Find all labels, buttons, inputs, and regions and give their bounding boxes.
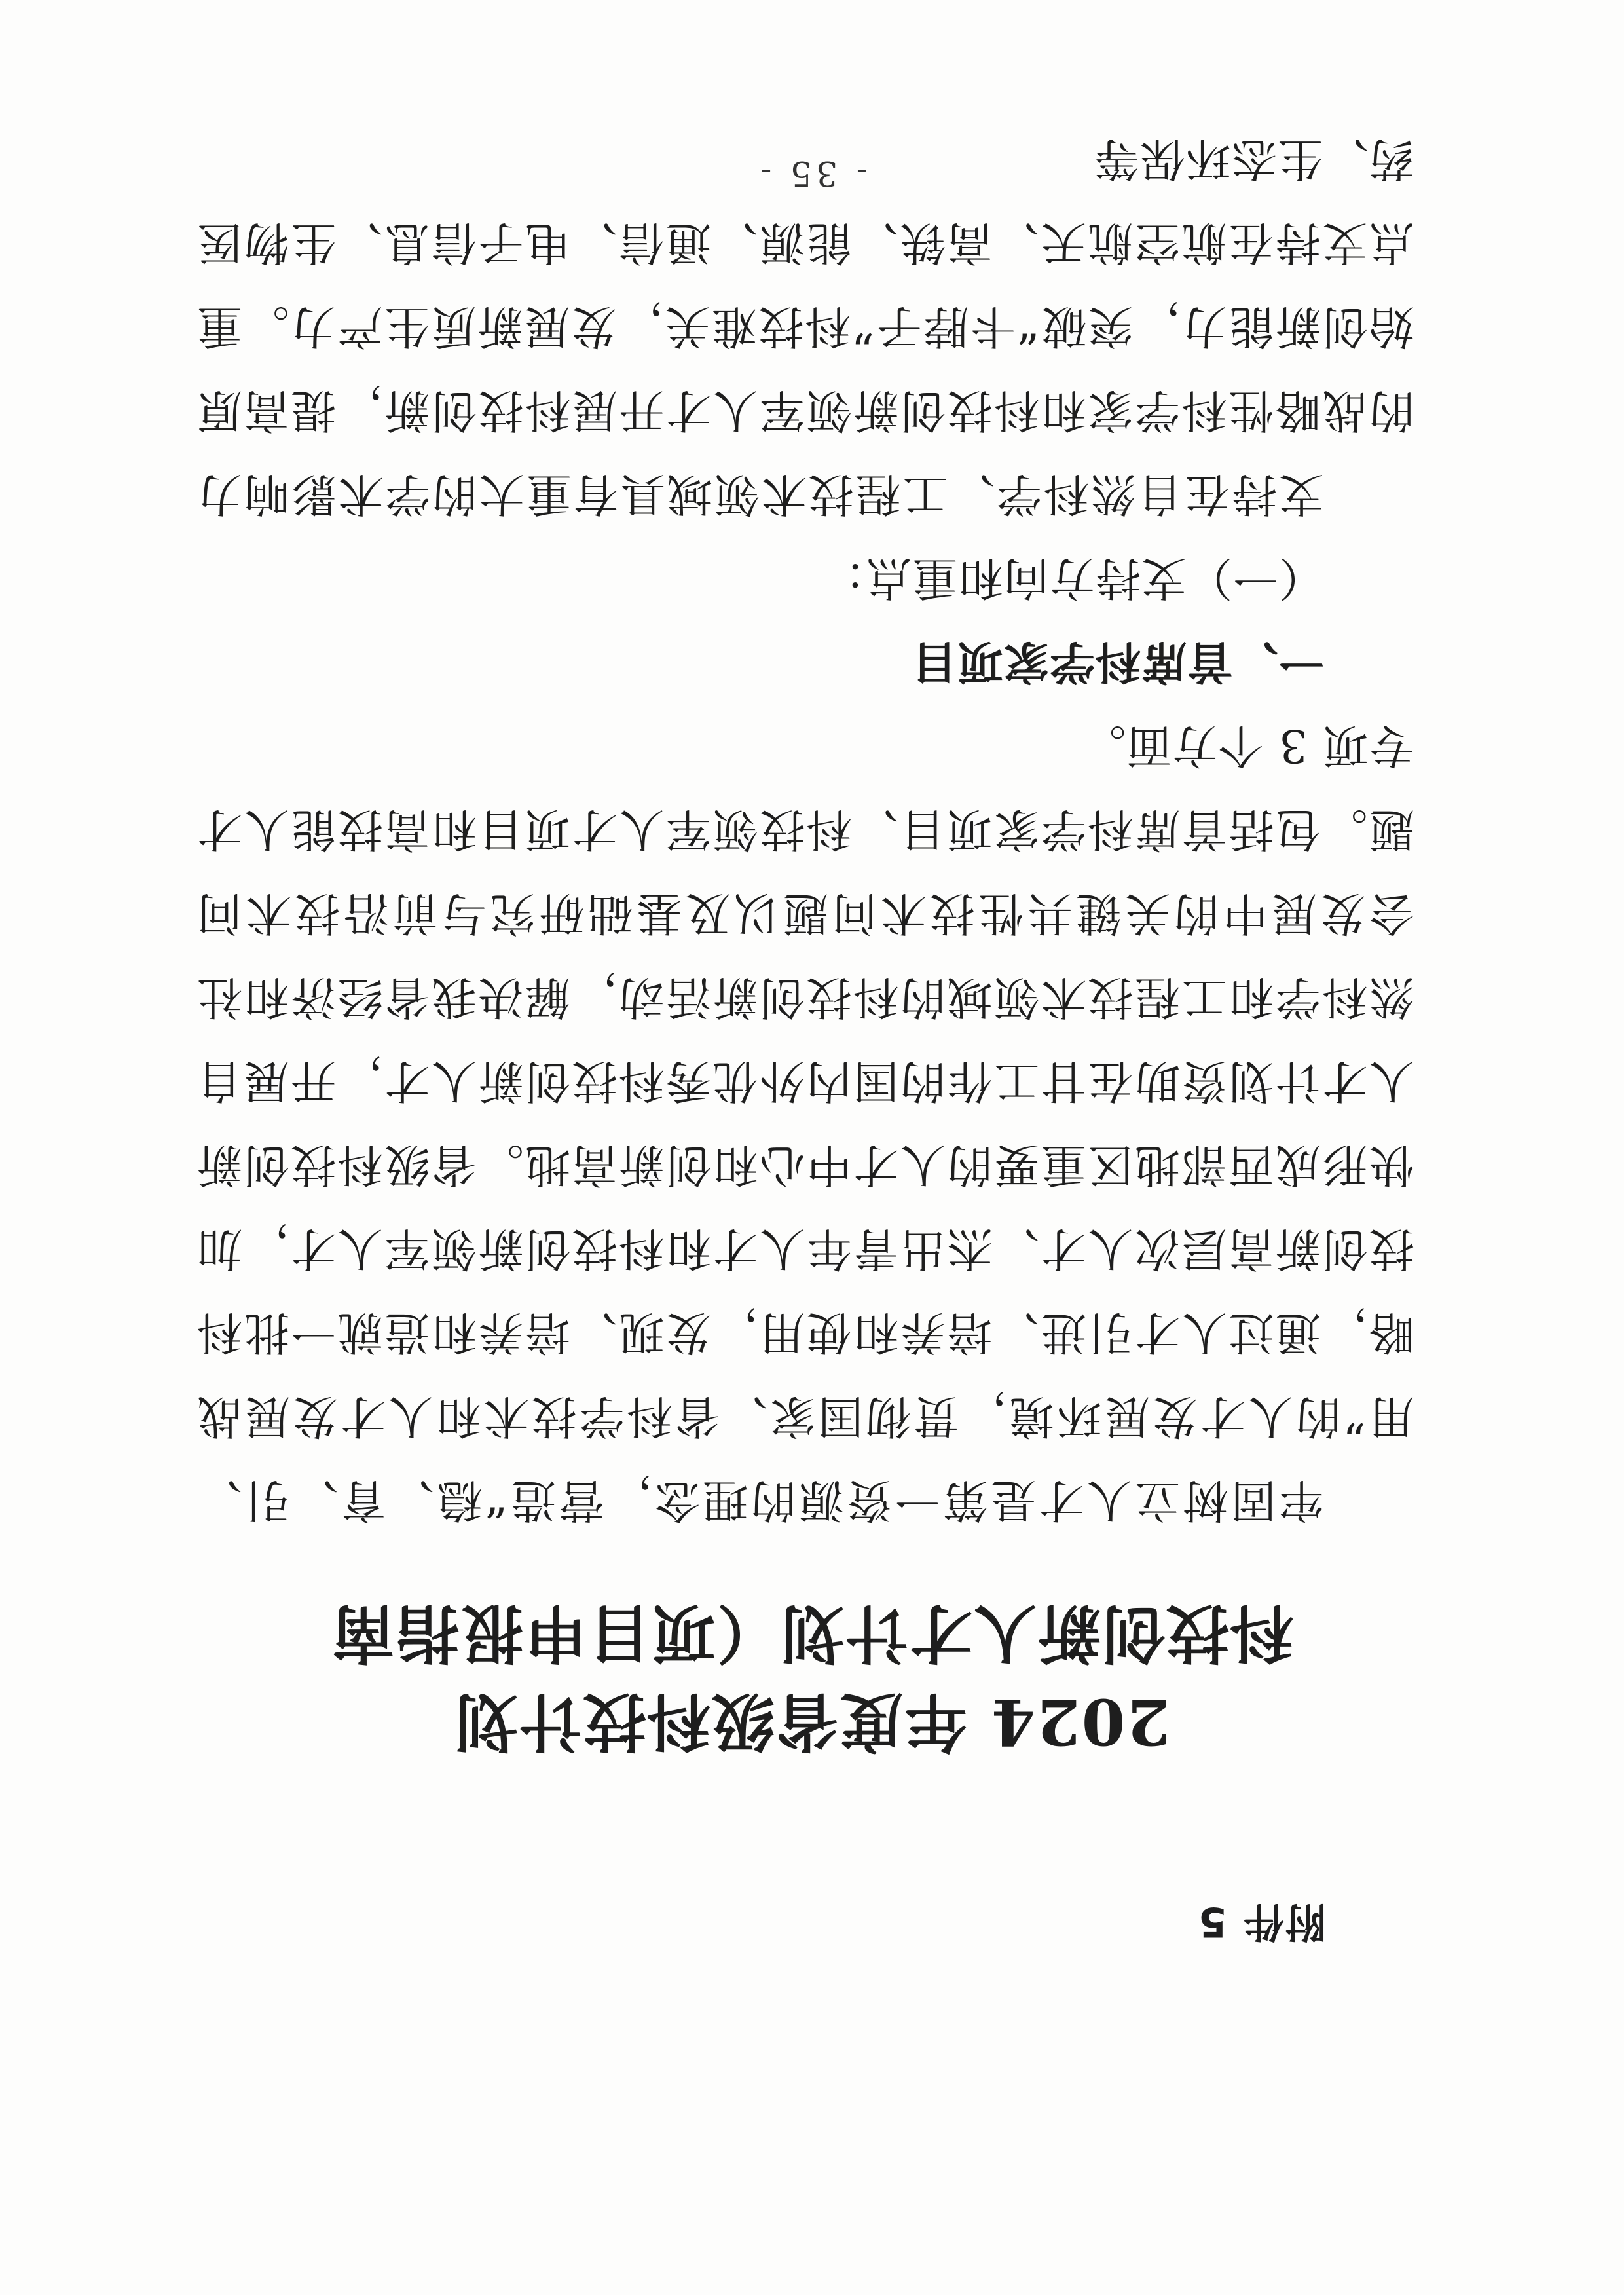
section-1-heading: 一、首席科学家项目 xyxy=(912,635,1324,688)
page-number: - 35 - xyxy=(756,153,868,193)
document-title-line-2: 科技创新人才计划（项目申报指南 xyxy=(331,1596,1293,1670)
intro-paragraph: 牢固树立人才是第一资源的理念，营造“稳、育、引、用”的人才发展环境，贯彻国家、省科学技术和人才发展战略，通过人才引进、培养和使用，发现、培养和造就一批科技创新高层次人才、杰出青年人才和科技创新领军人才，加快形成西部地区重要的人才中心和创新高地。省级科技创新人才计划资助在甘工作的国内外优秀科技创新人才，开展自然科学和工程技术领域的科技创新活动，解决我省经济和社会发展中的关键共性技术问题以及基础研究与前沿技术问题。包括首席科学家项目、科技领军人才项目和高技能人才专项 3 个方面。 xyxy=(196,719,1414,1526)
attachment-label: 附件 5 xyxy=(1197,1898,1326,1946)
document-body xyxy=(196,117,1414,1542)
section-1-sub-heading: （一）支持方向和重点： xyxy=(820,551,1324,604)
document-title-line-1: 2024 年度省级科技计划 xyxy=(453,1685,1171,1759)
section-1-paragraph: 支持在自然科学、工程技术领域具有重大的学术影响力的战略性科学家和科技创新领军人才开展科技创新，提高原始创新能力，突破“卡脖子”科技难关，发展新质生产力。重点支持在航空航天、高铁、能源、通信、电子信息、生物医药、生态环保等 xyxy=(196,132,1414,520)
